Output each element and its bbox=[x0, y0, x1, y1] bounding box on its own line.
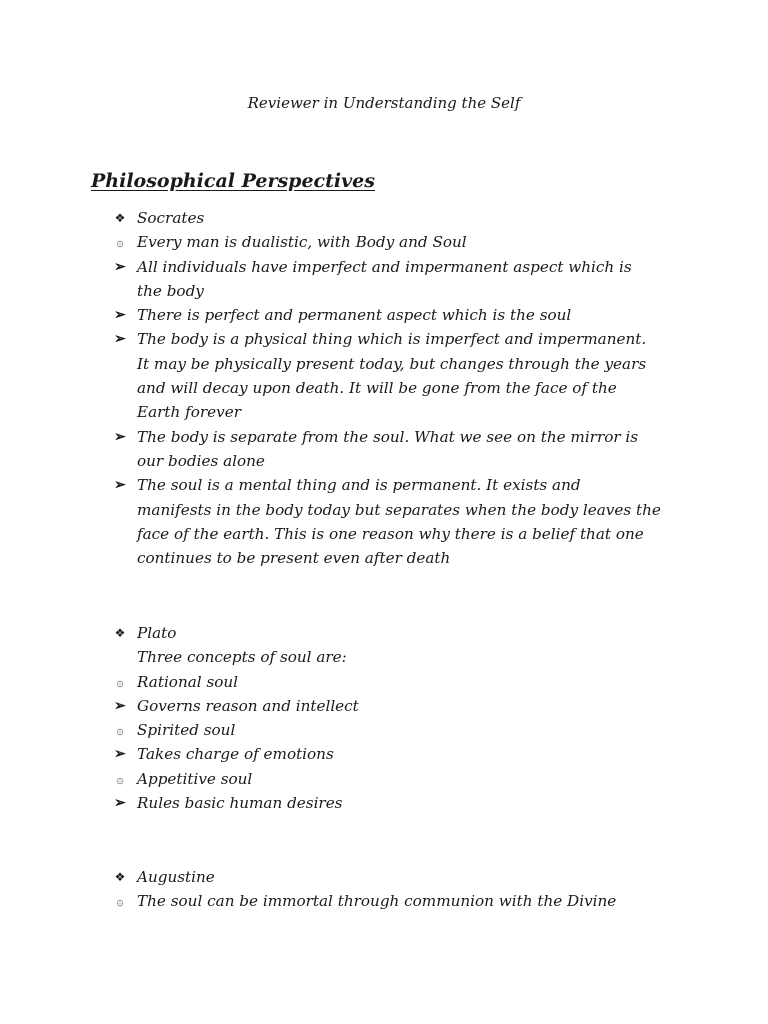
arrow-bullet-icon: ➢ bbox=[114, 746, 126, 763]
list-item bbox=[0, 645, 768, 669]
list-item-text: The body is separate from the soul. What we see on the mirror is bbox=[137, 427, 639, 446]
list-item-text: our bodies alone bbox=[137, 451, 265, 470]
diamond-bullet-icon: ❖ bbox=[114, 211, 126, 225]
list-item bbox=[0, 889, 768, 913]
list-item-text: Rational soul bbox=[137, 672, 239, 691]
list-item-text: The soul is a mental thing and is permanent. It exists and bbox=[137, 476, 581, 495]
arrow-bullet-icon: ➢ bbox=[114, 307, 126, 324]
list-item bbox=[0, 255, 768, 304]
list-item bbox=[0, 791, 768, 815]
flower-bullet-icon: ۞ bbox=[116, 771, 124, 786]
list-item-text: and will decay upon death. It will be gone from the face of the bbox=[137, 379, 617, 398]
list-item-text: Appetitive soul bbox=[137, 769, 253, 788]
list-item bbox=[0, 303, 768, 327]
list-item bbox=[0, 327, 768, 424]
flower-bullet-icon: ۞ bbox=[116, 723, 124, 738]
list-item-text: Governs reason and intellect bbox=[137, 696, 359, 715]
list-item-text: There is perfect and permanent aspect which is the soul bbox=[137, 306, 572, 325]
list-item bbox=[0, 865, 768, 889]
diamond-bullet-icon: ❖ bbox=[114, 870, 126, 884]
list-item-text: Spirited soul bbox=[137, 721, 236, 740]
list-item bbox=[0, 670, 768, 694]
list-item-text: the body bbox=[137, 281, 204, 300]
list-item bbox=[0, 473, 768, 570]
list-item-text: face of the earth. This is one reason why there is a belief that one bbox=[137, 524, 644, 543]
list-item bbox=[0, 206, 768, 230]
plato-list bbox=[0, 621, 768, 815]
list-item bbox=[0, 694, 768, 718]
list-item-text: The soul can be immortal through communion with the Divine bbox=[137, 892, 617, 911]
arrow-bullet-icon: ➢ bbox=[114, 795, 126, 812]
arrow-bullet-icon: ➢ bbox=[114, 258, 126, 275]
arrow-bullet-icon: ➢ bbox=[114, 477, 126, 494]
list-item bbox=[0, 425, 768, 474]
socrates-list bbox=[0, 206, 768, 570]
list-item-text: manifests in the body today but separates when the body leaves the bbox=[137, 500, 661, 519]
arrow-bullet-icon: ➢ bbox=[114, 331, 126, 348]
list-item-text: continues to be present even after death bbox=[137, 549, 451, 568]
arrow-bullet-icon: ➢ bbox=[114, 428, 126, 445]
list-item-text: Socrates bbox=[137, 209, 205, 227]
arrow-bullet-icon: ➢ bbox=[114, 697, 126, 714]
flower-bullet-icon: ۞ bbox=[116, 674, 124, 689]
flower-bullet-icon: ۞ bbox=[116, 235, 124, 250]
list-item-text: Earth forever bbox=[137, 403, 241, 422]
list-item-text: Rules basic human desires bbox=[137, 794, 343, 813]
diamond-bullet-icon: ❖ bbox=[114, 626, 126, 640]
list-item bbox=[0, 621, 768, 645]
list-item-text: Takes charge of emotions bbox=[137, 745, 334, 764]
list-item-text: The body is a physical thing which is imperfect and impermanent. bbox=[137, 330, 647, 349]
list-item-text: Every man is dualistic, with Body and Soul bbox=[137, 233, 467, 252]
list-item bbox=[0, 742, 768, 766]
flower-bullet-icon: ۞ bbox=[116, 894, 124, 909]
augustine-list bbox=[0, 865, 768, 914]
section-heading: Philosophical Perspectives bbox=[91, 170, 375, 192]
list-item bbox=[0, 230, 768, 254]
list-item bbox=[0, 718, 768, 742]
list-item-text: Three concepts of soul are: bbox=[137, 648, 347, 667]
list-item-text: All individuals have imperfect and impermanent aspect which is bbox=[137, 257, 632, 276]
list-item bbox=[0, 767, 768, 791]
list-item-text: Plato bbox=[137, 624, 177, 642]
list-item-text: Augustine bbox=[137, 868, 215, 886]
document-title: Reviewer in Understanding the Self bbox=[247, 94, 521, 112]
list-item-text: It may be physically present today, but changes through the years bbox=[137, 354, 647, 373]
